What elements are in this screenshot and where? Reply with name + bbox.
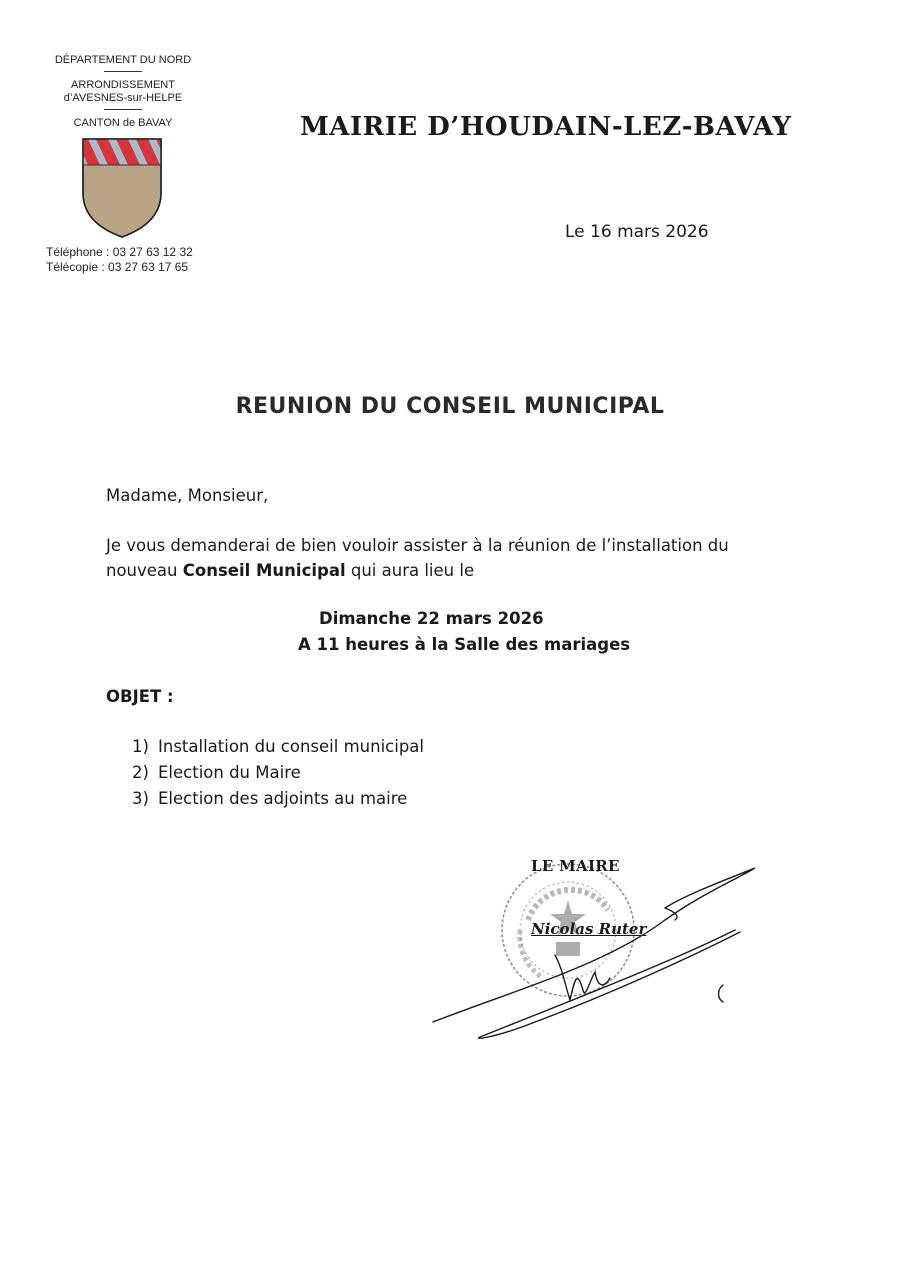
meeting-date: Dimanche 22 mars 2026 [319, 609, 544, 628]
list-text: Election des adjoints au maire [158, 789, 408, 808]
meeting-place: A 11 heures à la Salle des mariages [298, 635, 631, 654]
page-title: MAIRIE D’HOUDAIN-LEZ-BAVAY [300, 112, 792, 142]
paragraph-line: Je vous demanderai de bien vouloir assister à la réunion de l’installation du [106, 536, 729, 555]
signatory-role: LE MAIRE [531, 857, 620, 875]
list-number: 3) [132, 789, 149, 808]
agenda-list [132, 734, 424, 812]
divider [104, 109, 142, 110]
telecopie: Télécopie : 03 27 63 17 65 [46, 260, 189, 274]
arrondissement-label: ARRONDISSEMENT [71, 79, 175, 91]
arrondissement-name: d’AVESNES-sur-HELPE [63, 92, 183, 104]
list-text: Election du Maire [158, 763, 301, 782]
signatory-name: Nicolas Ruter [531, 920, 647, 938]
list-number: 2) [132, 763, 149, 782]
letter-date: Le 16 mars 2026 [565, 222, 709, 242]
handwritten-signature-icon [425, 860, 765, 1050]
paragraph-text: nouveau [106, 561, 183, 580]
objet-label: OBJET : [106, 687, 174, 706]
list-number: 1) [132, 737, 149, 756]
list-text: Installation du conseil municipal [158, 737, 424, 756]
paragraph-text: qui aura lieu le [345, 561, 475, 580]
paragraph-line [106, 558, 729, 583]
canton-label: CANTON de BAVAY [73, 117, 173, 129]
conseil-municipal-emphasis: Conseil Municipal [182, 561, 346, 580]
list-item [132, 760, 424, 786]
letter-heading: REUNION DU CONSEIL MUNICIPAL [235, 394, 665, 419]
divider [104, 71, 142, 72]
list-item [132, 734, 424, 760]
departement-label: DÉPARTEMENT DU NORD [54, 54, 192, 66]
coat-of-arms-icon [82, 138, 162, 238]
paragraph [106, 533, 729, 583]
list-item [132, 786, 424, 812]
telephone: Téléphone : 03 27 63 12 32 [46, 245, 193, 259]
salutation: Madame, Monsieur, [106, 486, 269, 505]
